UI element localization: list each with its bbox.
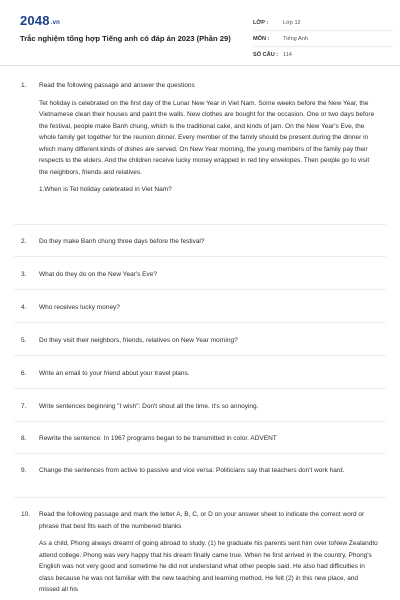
meta-table xyxy=(253,15,393,62)
question-divider xyxy=(14,388,386,389)
question-number: 4. xyxy=(21,304,27,311)
question-text: Read the following passage and mark the letter A, B, C, or D on your answer sheet to indicate the correct word or phrase that best fits each of the numbered blanks xyxy=(39,511,365,530)
reading-passage: Tet holiday is celebrated on the first day of the Lunar New Year in Viet Nam. Some weeks before the New Year, the Vietnamese clean their houses and paint the walls. New clothes are bought for the occasion. One or two days before the festival, people make Banh chung, which is the traditional cake, and kinds of jam. On the New Year's Eve, the whole family get together for the reunion dinner. Every member of the family should be present during the dinner in which many different kinds of dishes are served. On New Year morning, the young members of the family pay their respects to the elders. And the children receive lucky money wrapped in red tiny envelopes. Then people go to visit the neighbors, friends and relatives. xyxy=(39,99,375,176)
question-number: 3. xyxy=(21,271,27,278)
question-divider xyxy=(14,355,386,356)
meta-row-count xyxy=(253,47,393,62)
question-divider xyxy=(14,497,386,498)
question-number: 10. xyxy=(21,511,31,518)
question-text: Do they make Banh chung three days before the festival? xyxy=(39,238,205,245)
meta-value: Tiếng Anh xyxy=(283,35,308,42)
question-text: Who receives lucky money? xyxy=(39,304,120,311)
reading-passage: As a child, Phong always dreamt of going abroad to study. (1) he graduate his parents sent him over toNew Zealandto attend college. Phong was very happy that his dream finally came true. When he first arrived in the country, Phong's English was not very good and sometime he did not understand what other people said. He also had difficulties in class because he was not familiar with the new teaching and learning method. He felt (2) in this new place, and missed all his xyxy=(39,540,378,593)
question-divider xyxy=(14,453,386,454)
site-logo[interactable] xyxy=(20,13,60,28)
logo-number: 2048 xyxy=(20,13,50,28)
meta-row-grade xyxy=(253,15,393,31)
question-number: 6. xyxy=(21,370,27,377)
question-number: 2. xyxy=(21,238,27,245)
question-divider xyxy=(14,421,386,422)
question-divider xyxy=(14,289,386,290)
question-divider xyxy=(14,322,386,323)
meta-key: LỚP : xyxy=(253,19,269,26)
meta-key: MÔN : xyxy=(253,35,270,42)
question-number: 1. xyxy=(21,82,27,89)
question-divider xyxy=(14,256,386,257)
question-divider xyxy=(14,224,386,225)
question-text: Write sentences beginning "I wish": Don't shout all the time. It's so annoying. xyxy=(39,403,259,410)
question-text: Do they visit their neighbors, friends, relatives on New Year morning? xyxy=(39,337,238,344)
question-text: Write an email to your friend about your travel plans. xyxy=(39,370,190,377)
question-text: Rewrite the sentence: In 1967 programs began to be transmitted in color. ADVENT xyxy=(39,435,277,442)
question-number: 7. xyxy=(21,403,27,410)
meta-value: 114 xyxy=(283,51,292,58)
question-number: 5. xyxy=(21,337,27,344)
sub-question-text: 1.When is Tet holiday celebrated in Viet Nam? xyxy=(39,186,172,193)
meta-value: Lớp 12 xyxy=(283,19,301,26)
page-header xyxy=(0,0,400,66)
page-title: Trắc nghiệm tổng hợp Tiếng anh có đáp án 2023 (Phần 29) xyxy=(20,34,231,43)
meta-row-subject xyxy=(253,31,393,47)
question-list xyxy=(0,66,400,600)
question-text: Read the following passage and answer the questions xyxy=(39,82,195,89)
question-text: Change the sentences from active to passive and vice versa: Politicians say that teachers don't work hard. xyxy=(39,467,345,474)
question-text: What do they do on the New Year's Eve? xyxy=(39,271,157,278)
question-number: 8. xyxy=(21,435,27,442)
question-number: 9. xyxy=(21,467,27,474)
meta-key: SỐ CÂU : xyxy=(253,51,279,58)
logo-suffix: .vn xyxy=(50,20,61,26)
